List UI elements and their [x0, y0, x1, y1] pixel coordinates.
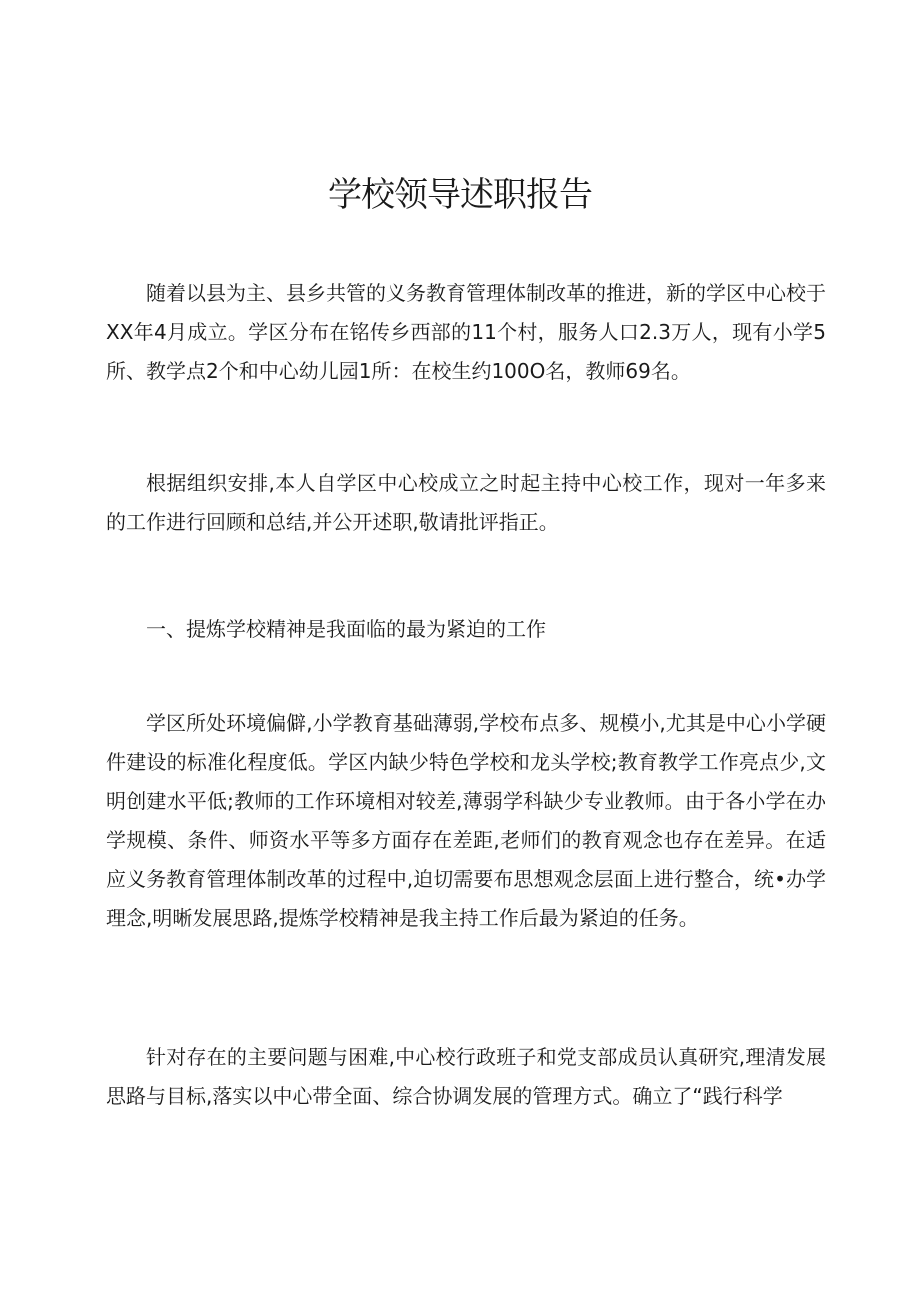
paragraph-intro: 随着以县为主、县乡共管的义务教育管理体制改革的推进，新的学区中心校于XX年4月成立。学区分布在铭传乡西部的11个村，服务人口2.3万人，现有小学5所、教学点2个和中心幼儿园1所：在校生约100O名，教师69名。 [106, 281, 826, 383]
paragraph-duty: 根据组织安排,本人自学区中心校成立之时起主持中心校工作，现对一年多来的工作进行回顾和总结,并公开述职,敬请批评指正。 [106, 471, 826, 534]
paragraph-situation: 学区所处环境偏僻,小学教育基础薄弱,学校布点多、规模小,尤其是中心小学硬件建设的标准化程度低。学区内缺少特色学校和龙头学校;教育教学工作亮点少,文明创建水平低;教师的工作环境相对较差,薄弱学科缺少专业教师。由于各小学在办学规模、条件、师资水平等多方面存在差距,老师们的教育观念也存在差异。在适应义务教育管理体制改革的过程中,迫切需要布思想观念层面上进行整合，统•办学理念,明晰发展思路,提炼学校精神是我主持工作后最为紧迫的任务。 [106, 711, 826, 930]
document-title: 学校领导述职报告 [328, 175, 592, 215]
section-heading-1: 一、提炼学校精神是我面临的最为紧迫的工作 [146, 617, 546, 641]
paragraph-measures: 针对存在的主要问题与困难,中心校行政班子和党支部成员认真研究,理清发展思路与目标,落实以中心带全面、综合协调发展的管理方式。确立了“践行科学 [106, 1045, 826, 1108]
